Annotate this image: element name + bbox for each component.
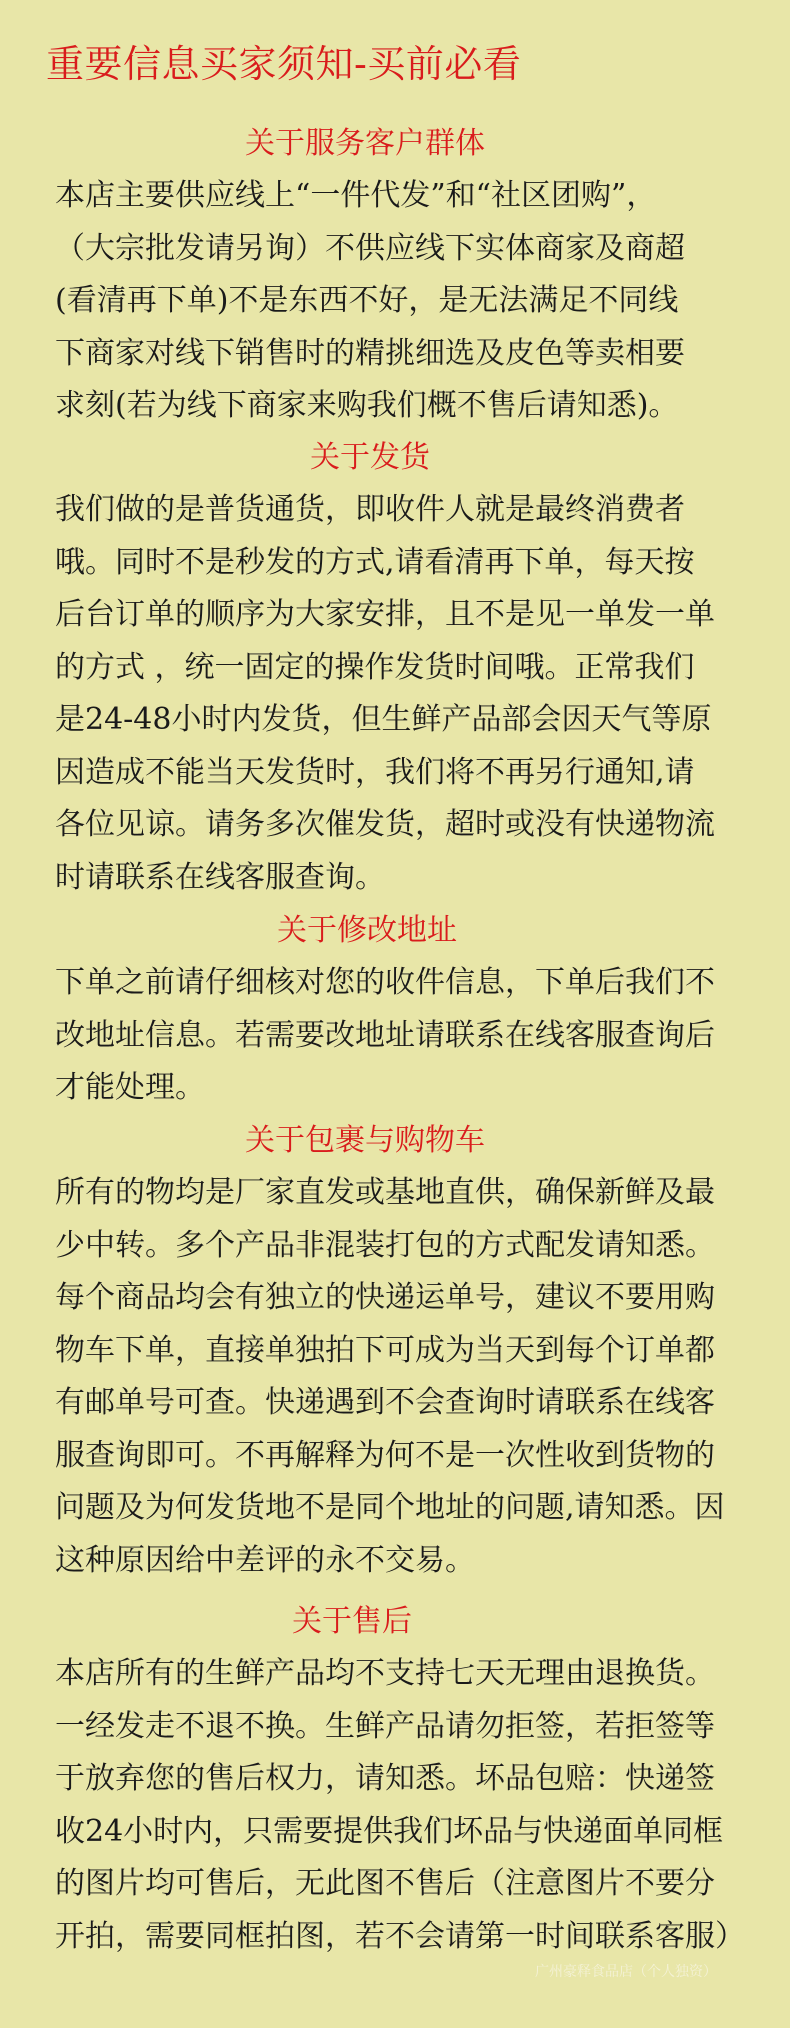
- body-line: 物车下单，直接单独拍下可成为当天到每个订单都: [55, 1332, 715, 1368]
- body-line: 的图片均可售后，无此图不售后（注意图片不要分: [55, 1866, 715, 1901]
- body-line: 改地址信息。若需要改地址请联系在线客服查询后: [55, 1017, 715, 1053]
- body-line: 一经发走不退不换。生鲜产品请勿拒签，若拒签等: [55, 1708, 715, 1744]
- body-line: 哦。同时不是秒发的方式,请看清再下单，每天按: [55, 544, 695, 580]
- body-line: 本店主要供应线上“一件代发”和“社区团购”，: [55, 178, 657, 213]
- store-watermark: 广州豪释食品店（个人独资）: [535, 1964, 717, 1980]
- section-heading: 关于修改地址: [277, 913, 457, 948]
- page-title: 重要信息买家须知-买前必看: [46, 42, 522, 86]
- section-shipping: [55, 432, 755, 904]
- body-line: 的方式 ，统一固定的操作发货时间哦。正常我们: [55, 649, 695, 685]
- section-body: [55, 170, 755, 433]
- body-line: 后台订单的顺序为大家安排，且不是见一单发一单: [55, 597, 715, 632]
- section-body: [55, 1167, 755, 1587]
- body-line: 各位见谅。请务多次催发货，超时或没有快递物流: [55, 807, 715, 842]
- section-heading: 关于服务客户群体: [245, 126, 485, 161]
- section-body: [55, 484, 755, 904]
- body-line: 开拍，需要同框拍图，若不会请第一时间联系客服）: [55, 1918, 745, 1954]
- section-body: [55, 957, 755, 1115]
- section-change-address: [55, 905, 755, 1115]
- body-line: （大宗批发请另询）不供应线下实体商家及商超: [55, 230, 685, 266]
- body-line: 本店所有的生鲜产品均不支持七天无理由退换货。: [55, 1656, 715, 1691]
- body-line: 下商家对线下销售时的精挑细选及皮色等卖相要: [55, 335, 685, 371]
- body-line: 下单之前请仔细核对您的收件信息，下单后我们不: [55, 965, 715, 1000]
- body-line: 于放弃您的售后权力，请知悉。坏品包赔：快递签: [55, 1761, 715, 1796]
- body-line: 时请联系在线客服查询。: [55, 859, 385, 895]
- body-line: 这种原因给中差评的永不交易。: [55, 1542, 475, 1578]
- body-line: 因造成不能当天发货时，我们将不再另行通知,请: [55, 754, 695, 790]
- body-line: 是24-48小时内发货，但生鲜产品部会因天气等原: [55, 702, 712, 737]
- body-line: 才能处理。: [55, 1070, 205, 1105]
- section-heading: 关于包裹与购物车: [245, 1123, 485, 1158]
- body-line: 问题及为何发货地不是同个地址的问题,请知悉。因: [55, 1490, 725, 1525]
- section-body: [55, 1648, 755, 1963]
- body-line: 我们做的是普货通货，即收件人就是最终消费者: [55, 492, 685, 527]
- body-line: 服查询即可。不再解释为何不是一次性收到货物的: [55, 1437, 715, 1473]
- section-package-cart: [55, 1115, 755, 1587]
- section-service-customers: [55, 118, 755, 433]
- body-line: 所有的物均是厂家直发或基地直供，确保新鲜及最: [55, 1175, 715, 1210]
- body-line: 少中转。多个产品非混装打包的方式配发请知悉。: [55, 1227, 715, 1263]
- section-heading: 关于发货: [310, 440, 430, 475]
- body-line: 有邮单号可查。快递遇到不会查询时请联系在线客: [55, 1385, 715, 1420]
- body-line: 每个商品均会有独立的快递运单号，建议不要用购: [55, 1280, 715, 1315]
- body-line: 收24小时内，只需要提供我们坏品与快递面单同框: [55, 1813, 724, 1849]
- section-heading: 关于售后: [292, 1604, 412, 1639]
- section-after-sales: [55, 1596, 755, 1963]
- body-line: (看清再下单)不是东西不好，是无法满足不同线: [55, 283, 679, 318]
- body-line: 求刻(若为线下商家来购我们概不售后请知悉)。: [55, 388, 679, 423]
